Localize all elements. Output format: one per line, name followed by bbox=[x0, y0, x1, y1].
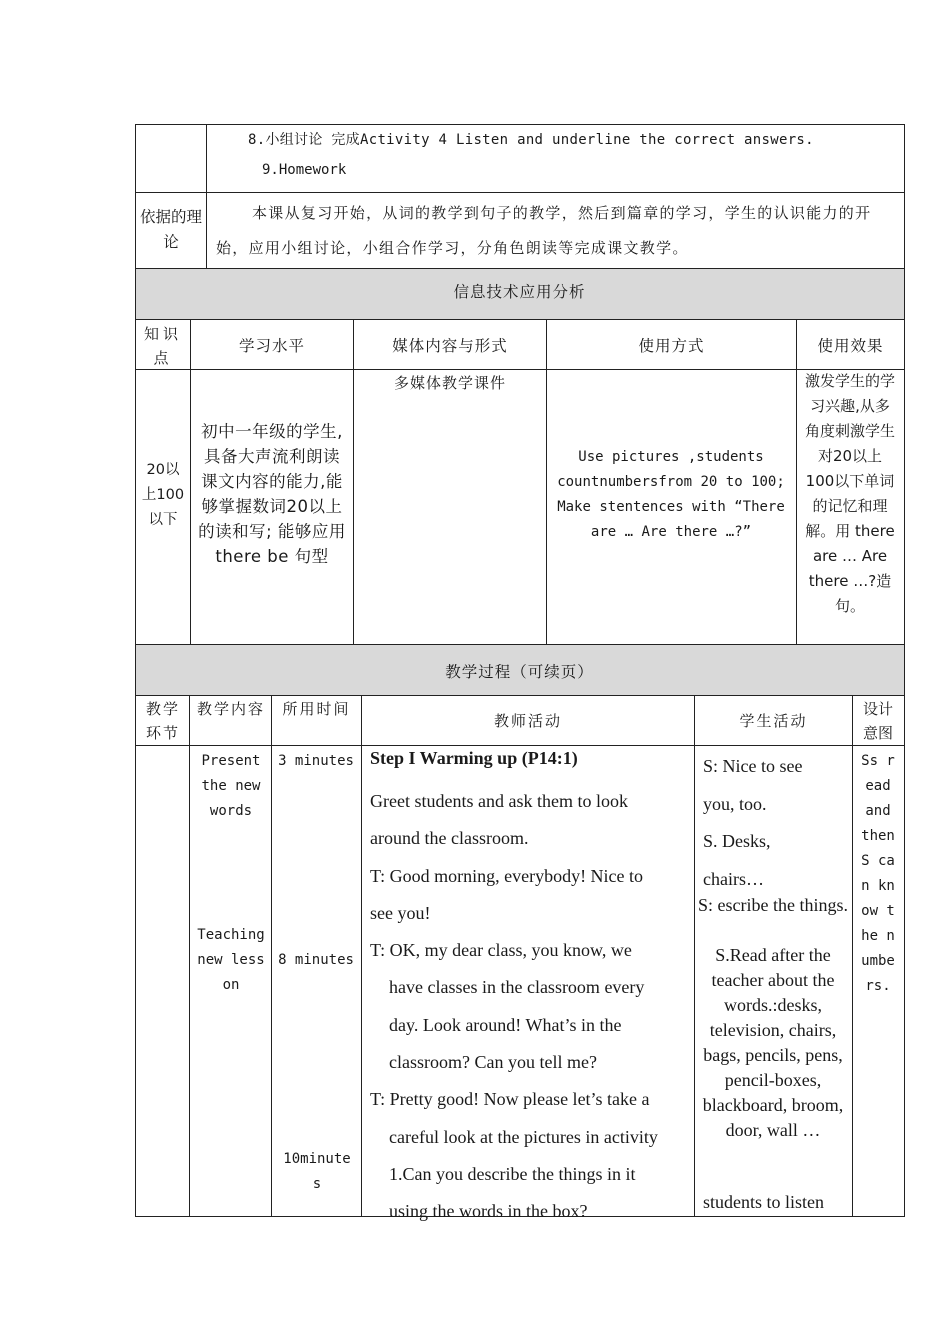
teacher-step-title: Step I Warming up (P14:1) bbox=[370, 748, 578, 768]
content-present: Present the new words bbox=[201, 753, 261, 819]
header-design: 设计意图 bbox=[862, 700, 893, 742]
basis-text: 本课从复习开始，从词的教学到句子的教学，然后到篇章的学习，学生的认识能力的开始，应用小组讨论，小组合作学习，分角色朗读等完成课文教学。 bbox=[216, 204, 872, 257]
header-usage: 使用方式 bbox=[638, 337, 705, 355]
effect-cell: 激发学生的学习兴趣,从多角度刺激学生对20以上100以下单词的记忆和理解。用 there are … Are there …?造句。 bbox=[804, 372, 895, 615]
student-line: S. Desks, bbox=[703, 831, 771, 851]
header-effect: 使用效果 bbox=[817, 337, 884, 355]
teacher-line: T: Pretty good! Now please let’s take a bbox=[370, 1089, 650, 1110]
student-line: you, too. bbox=[703, 793, 767, 814]
it-section-title: 信息技术应用分析 bbox=[453, 283, 586, 301]
teacher-line: careful look at the pictures in activity bbox=[389, 1126, 658, 1147]
teacher-activity bbox=[370, 783, 690, 1231]
header-student: 学生活动 bbox=[739, 712, 808, 730]
teacher-line: see you! bbox=[370, 902, 431, 923]
teacher-line: classroom? Can you tell me? bbox=[389, 1052, 597, 1073]
usage-cell: Use pictures ,students countnumbersfrom 20 to 100; Make stentences with “There are … Are there …?” bbox=[557, 449, 785, 540]
teacher-line: T: Good morning, everybody! Nice to bbox=[370, 865, 644, 886]
media-cell: 多媒体教学课件 bbox=[393, 374, 506, 392]
level-cell: 初中一年级的学生,具备大声流利朗读课文内容的能力,能够掌握数词20以上的读和写; 能够应用there be 句型 bbox=[198, 422, 346, 566]
header-level: 学习水平 bbox=[238, 337, 305, 355]
basis-label: 依据的理论 bbox=[140, 208, 203, 251]
header-teacher: 教师活动 bbox=[493, 712, 562, 730]
student-describe: S: escribe the things. bbox=[698, 895, 848, 915]
student-listen: students to listen bbox=[703, 1192, 824, 1212]
header-stage: 教学环节 bbox=[145, 700, 180, 742]
student-activity-top bbox=[703, 748, 849, 898]
teacher-line: 1.Can you describe the things in it bbox=[389, 1163, 636, 1184]
teacher-line: Greet students and ask them to look bbox=[370, 791, 628, 811]
knowledge-cell: 20以上100以下 bbox=[141, 462, 185, 528]
student-line: chairs… bbox=[703, 868, 764, 889]
design-intent: Ss read and then S can know the numbers. bbox=[861, 753, 895, 994]
teacher-line: T: OK, my dear class, you know, we bbox=[370, 940, 632, 961]
step-9-text: 9.Homework bbox=[262, 162, 347, 178]
header-media: 媒体内容与形式 bbox=[392, 337, 508, 355]
time-3: 3 minutes bbox=[278, 753, 354, 769]
header-knowledge: 知识点 bbox=[143, 325, 182, 367]
header-time: 所用时间 bbox=[282, 700, 351, 718]
teacher-line: around the classroom. bbox=[370, 828, 529, 849]
teacher-line: day. Look around! What’s in the bbox=[389, 1014, 622, 1035]
time-8: 8 minutes bbox=[278, 952, 354, 968]
header-content: 教学内容 bbox=[196, 700, 265, 718]
teacher-line: have classes in the classroom every bbox=[389, 977, 645, 998]
teacher-line: using the words in the box? bbox=[389, 1201, 588, 1222]
step-8-text: 8.小组讨论 完成Activity 4 Listen and underline the correct answers. bbox=[248, 132, 814, 148]
student-line: S: Nice to see bbox=[703, 756, 803, 776]
student-read-after: S.Read after the teacher about the words.:desks, television, chairs, bags, pencils, pens, pencil-boxes, blackboard, broom, door, wall … bbox=[702, 945, 844, 1140]
content-teaching: Teaching new lesson bbox=[197, 927, 265, 993]
time-10: 10minutes bbox=[283, 1151, 351, 1192]
process-section-title: 教学过程（可续页） bbox=[445, 663, 594, 681]
